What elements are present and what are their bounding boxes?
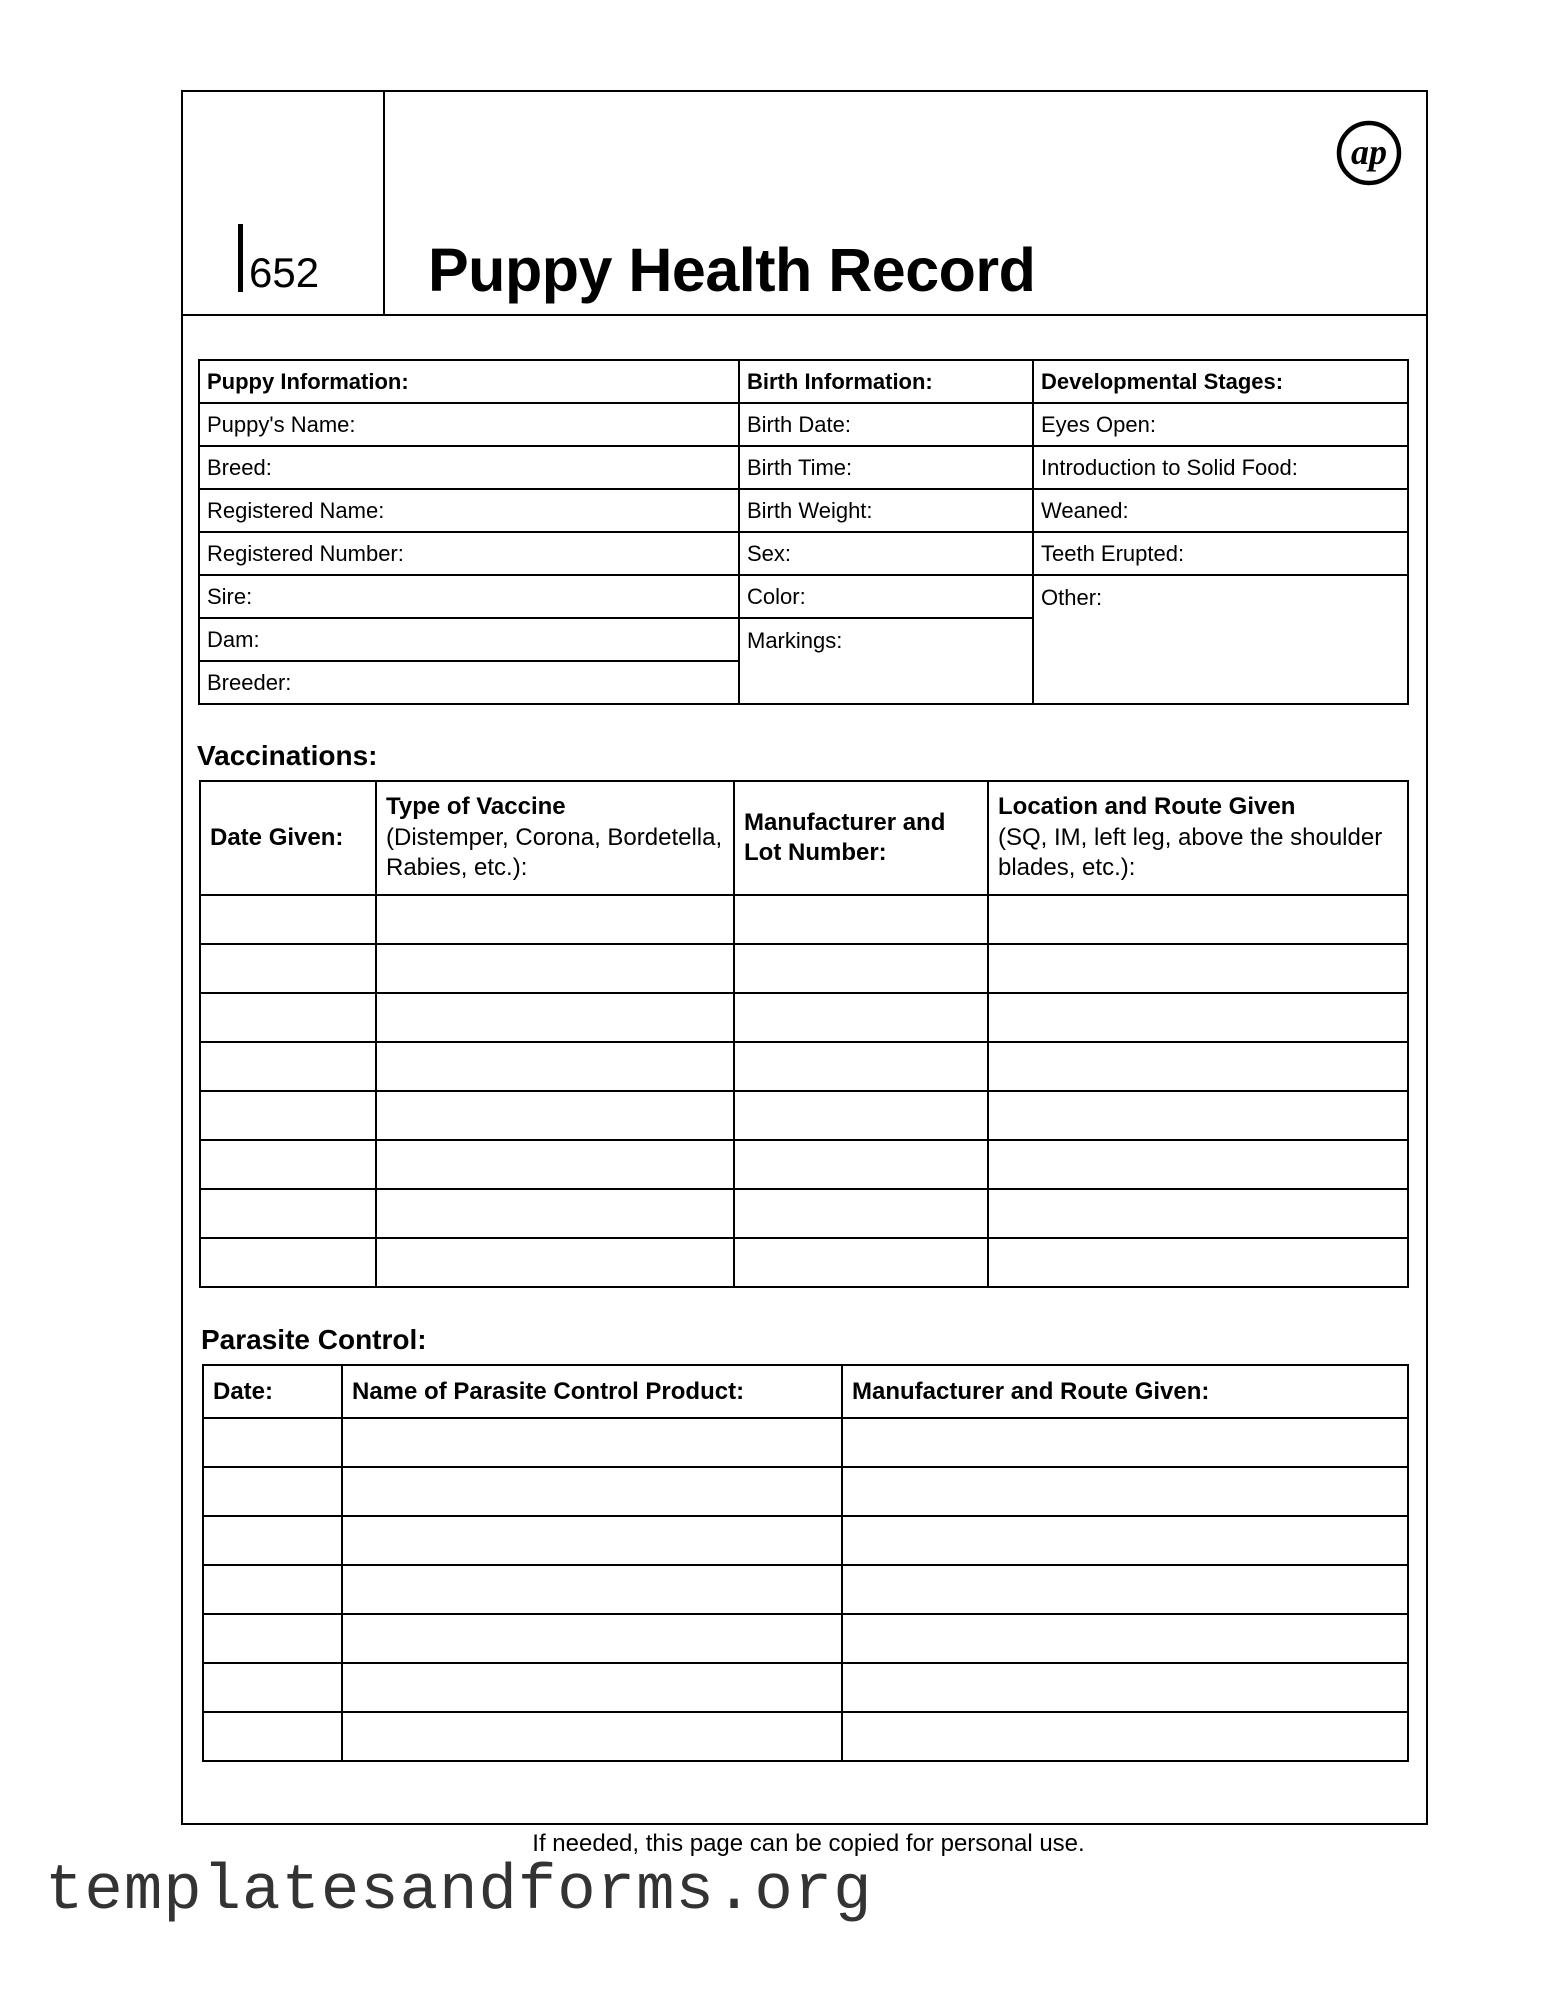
parasite-cell[interactable] [842, 1663, 1408, 1712]
watermark: templatesandforms.org [45, 1856, 873, 1928]
field-solid-food[interactable]: Introduction to Solid Food: [1033, 446, 1408, 489]
parasite-row [203, 1614, 1408, 1663]
vaccination-cell[interactable] [734, 895, 988, 944]
vac-col-type: Type of Vaccine (Distemper, Corona, Bordetella, Rabies, etc.): [376, 781, 734, 895]
parasite-row [203, 1516, 1408, 1565]
vaccination-cell[interactable] [200, 993, 376, 1042]
vaccination-row [200, 895, 1408, 944]
parasite-cell[interactable] [203, 1614, 342, 1663]
vaccination-cell[interactable] [200, 944, 376, 993]
field-registered-name[interactable]: Registered Name: [199, 489, 739, 532]
vaccination-row [200, 1140, 1408, 1189]
parasite-cell[interactable] [342, 1467, 842, 1516]
vaccination-cell[interactable] [734, 1238, 988, 1287]
parasite-cell[interactable] [203, 1712, 342, 1761]
parasite-cell[interactable] [342, 1614, 842, 1663]
vac-col-location: Location and Route Given (SQ, IM, left leg, above the shoulder blades, etc.): [988, 781, 1408, 895]
vaccination-cell[interactable] [376, 993, 734, 1042]
vaccination-cell[interactable] [200, 1140, 376, 1189]
vaccination-cell[interactable] [988, 1140, 1408, 1189]
vaccination-cell[interactable] [200, 895, 376, 944]
field-sex[interactable]: Sex: [739, 532, 1033, 575]
parasite-row [203, 1712, 1408, 1761]
vaccination-cell[interactable] [376, 944, 734, 993]
vac-col-date: Date Given: [200, 781, 376, 895]
vaccination-row [200, 1091, 1408, 1140]
vaccination-cell[interactable] [988, 1042, 1408, 1091]
parasite-row [203, 1418, 1408, 1467]
info-header-development: Developmental Stages: [1033, 360, 1408, 403]
vaccination-cell[interactable] [734, 1042, 988, 1091]
form-number-text: 652 [249, 249, 320, 296]
page-title: Puppy Health Record [428, 236, 1036, 304]
par-col-product: Name of Parasite Control Product: [342, 1365, 842, 1418]
field-registered-number[interactable]: Registered Number: [199, 532, 739, 575]
vaccination-cell[interactable] [988, 944, 1408, 993]
field-birth-date[interactable]: Birth Date: [739, 403, 1033, 446]
vaccination-cell[interactable] [988, 993, 1408, 1042]
vaccination-cell[interactable] [200, 1042, 376, 1091]
field-sire[interactable]: Sire: [199, 575, 739, 618]
vaccinations-title: Vaccinations: [197, 740, 378, 771]
vaccination-row [200, 1238, 1408, 1287]
field-weaned[interactable]: Weaned: [1033, 489, 1408, 532]
vaccination-cell[interactable] [376, 895, 734, 944]
vaccination-row [200, 944, 1408, 993]
form-number [238, 224, 319, 294]
parasite-cell[interactable] [842, 1467, 1408, 1516]
field-birth-time[interactable]: Birth Time: [739, 446, 1033, 489]
vaccination-cell[interactable] [734, 1189, 988, 1238]
vaccination-row [200, 993, 1408, 1042]
parasite-cell[interactable] [842, 1418, 1408, 1467]
field-color[interactable]: Color: [739, 575, 1033, 618]
vaccination-cell[interactable] [376, 1238, 734, 1287]
vaccination-cell[interactable] [376, 1091, 734, 1140]
parasite-cell[interactable] [342, 1712, 842, 1761]
logo-text: ap [1351, 132, 1387, 172]
parasite-row [203, 1565, 1408, 1614]
field-markings[interactable]: Markings: [739, 618, 1033, 704]
par-col-date: Date: [203, 1365, 342, 1418]
parasite-table [202, 1364, 1409, 1762]
vaccination-cell[interactable] [200, 1189, 376, 1238]
par-col-manufacturer: Manufacturer and Route Given: [842, 1365, 1408, 1418]
copy-note: If needed, this page can be copied for personal use. [532, 1830, 1085, 1857]
vaccination-row [200, 1189, 1408, 1238]
vaccination-cell[interactable] [200, 1091, 376, 1140]
parasite-cell[interactable] [842, 1516, 1408, 1565]
vaccination-row [200, 1042, 1408, 1091]
info-header-puppy: Puppy Information: [199, 360, 739, 403]
info-header-birth: Birth Information: [739, 360, 1033, 403]
vac-col-manufacturer: Manufacturer and Lot Number: [734, 781, 988, 895]
header-divider [383, 92, 385, 315]
vaccination-cell[interactable] [988, 1091, 1408, 1140]
vaccination-cell[interactable] [988, 895, 1408, 944]
parasite-cell[interactable] [203, 1467, 342, 1516]
vaccination-cell[interactable] [376, 1189, 734, 1238]
vaccination-cell[interactable] [376, 1042, 734, 1091]
vaccination-cell[interactable] [734, 944, 988, 993]
parasite-cell[interactable] [342, 1418, 842, 1467]
vaccination-cell[interactable] [734, 1091, 988, 1140]
parasite-cell[interactable] [203, 1516, 342, 1565]
field-other[interactable]: Other: [1033, 575, 1408, 704]
ap-logo-icon [1336, 120, 1402, 186]
vaccination-cell[interactable] [734, 1140, 988, 1189]
parasite-cell[interactable] [342, 1565, 842, 1614]
parasite-cell[interactable] [342, 1516, 842, 1565]
parasite-row [203, 1663, 1408, 1712]
field-breed[interactable]: Breed: [199, 446, 739, 489]
parasite-cell[interactable] [203, 1565, 342, 1614]
parasite-cell[interactable] [203, 1418, 342, 1467]
parasite-cell[interactable] [842, 1712, 1408, 1761]
parasite-title: Parasite Control: [201, 1324, 427, 1355]
field-dam[interactable]: Dam: [199, 618, 739, 661]
vaccination-cell[interactable] [988, 1238, 1408, 1287]
parasite-cell[interactable] [203, 1663, 342, 1712]
vaccination-cell[interactable] [988, 1189, 1408, 1238]
field-eyes-open[interactable]: Eyes Open: [1033, 403, 1408, 446]
vaccination-cell[interactable] [376, 1140, 734, 1189]
form-number-bar [238, 224, 243, 292]
field-puppy-name[interactable]: Puppy's Name: [199, 403, 739, 446]
parasite-cell[interactable] [842, 1565, 1408, 1614]
field-breeder[interactable]: Breeder: [199, 661, 739, 704]
parasite-row [203, 1467, 1408, 1516]
vaccinations-table [199, 780, 1409, 1288]
vaccination-cell[interactable] [734, 993, 988, 1042]
vaccination-cell[interactable] [200, 1238, 376, 1287]
field-birth-weight[interactable]: Birth Weight: [739, 489, 1033, 532]
parasite-cell[interactable] [342, 1663, 842, 1712]
field-teeth-erupted[interactable]: Teeth Erupted: [1033, 532, 1408, 575]
parasite-cell[interactable] [842, 1614, 1408, 1663]
info-table [198, 359, 1409, 705]
header-rule [183, 314, 1426, 316]
